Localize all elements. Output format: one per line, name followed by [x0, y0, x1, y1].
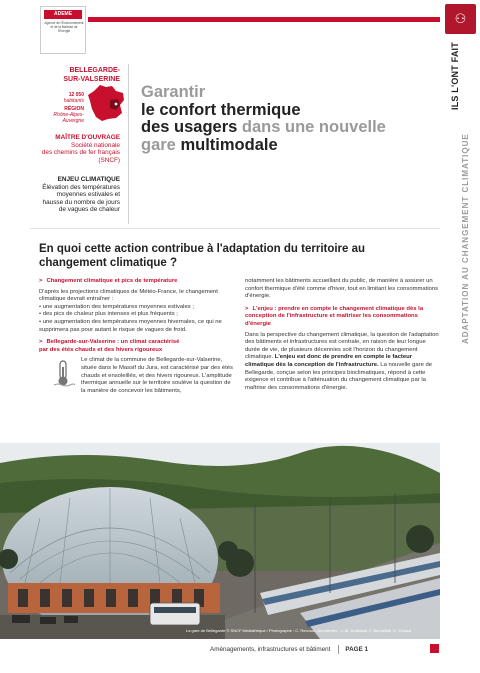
climate-heading: ENJEU CLIMATIQUE — [57, 176, 120, 183]
ademe-logo — [40, 6, 86, 54]
page-marker — [430, 644, 439, 653]
section-heading: > Bellegarde-sur-Valserine : un climat caractérisé par des étés chauds et des hivers rigoureux — [39, 339, 180, 353]
france-map-icon — [86, 83, 128, 123]
page-number: PAGE 1 — [345, 646, 369, 654]
right-column: notamment les bâtiments accueillant du public, de manière à assurer un confort thermique d'été comme d'hiver, tout en limitant les consommations d'énergie. > L'enjeu : prendre en compte le changement climatique dès la conception de l'infrastructure et maîtriser les consommations d'énergie Dans la perspective du changement climatique, la question de l'adaptation des bâtiments et infrastructures est centrale, en raison de leur longue durée de vie, de plusieurs décennies soit l'horizon du changement climatique. L'enjeu est donc de prendre en compte le facteur climatique dès la conception de l'infrastructure. La nouvelle gare de Bellegarde, conçue selon les principes bioclimatiques, répond à cette exigence et contribue à l'atténuation du changement climatique par la maîtrise des consommations d'énergie. — [245, 278, 439, 391]
footer-text: Aménagements, infrastructures et bâtiment — [210, 646, 331, 654]
logo-subtitle: Agence de l'Environnement et de la Maîtrise de l'Energie — [44, 21, 84, 33]
region-name: Rhône-Alpes-Auvergne — [53, 112, 84, 124]
climate-issue: ENJEU CLIMATIQUE Élévation des températures moyennes estivales et hausse du nombre de jours de vagues de chaleur — [30, 176, 120, 214]
page-footer — [210, 645, 430, 654]
paragraph: Dans la perspective du changement climatique, la question de l'adaptation des bâtiments et infrastructures est centrale, en raison de leur longue durée de vie, de plusieurs décennies soit l'horizon du changement climatique. L'enjeu est donc de prendre en compte le facteur climatique dès la conception de l'infrastructure. La nouvelle gare de Bellegarde, conçue selon les principes bioclimatiques, répond à cette exigence et contribue à l'atténuation du changement climatique par la maîtrise des consommations d'énergie. — [245, 331, 439, 391]
section-heading: > L'enjeu : prendre en compte le changement climatique dès la conception de l'infrastructure et maîtriser les consommations d'énergie — [245, 305, 424, 327]
divider — [128, 64, 129, 224]
side-tab-label: ILS L'ONT FAIT — [450, 42, 460, 110]
thermometer-icon — [53, 359, 75, 387]
people-icon: ⚇ — [445, 4, 476, 34]
left-column: > Changement climatique et pics de température D'après les projections climatiques de Météo-France, le changement climatique devrait entraîner : • une augmentation des températures moyennes estivales ; • des pics de chaleur plus intenses et plus fréquents ; • une augmentation des températures moyennes hivernales, ce qui ne supprimera pas pour autant le risque de vagues de froid. > Bellegarde-sur-Valserine : un climat caractérisé par des étés chauds et des hivers rigoureux Le climat de la commune de Bellegarde-sur-Valserine, située dans le Massif du Jura, est caractérisé par des étés chauds et ensoleillés, et des hivers rigoureux. L'amplitude thermique annuelle sur le territoire soulève la question de la manière de concevoir les bâtiments, — [39, 278, 233, 394]
section-side-label: ADAPTATION AU CHANGEMENT CLIMATIQUE — [461, 133, 470, 344]
logo-name: ADEME — [44, 10, 82, 19]
page-title: Garantir le confort thermique des usagers dans une nouvelle gare multimodale — [141, 83, 386, 154]
divider — [30, 228, 440, 229]
section-heading: > Changement climatique et pics de température — [39, 278, 178, 284]
project-owner: MAÎTRE D'OUVRAGE Société nationale des chemins de fer français (SNCF) — [30, 134, 120, 164]
owner-heading: MAÎTRE D'OUVRAGE — [55, 134, 120, 141]
section-question: En quoi cette action contribue à l'adaptation du territoire au changement climatique ? — [39, 243, 366, 269]
location-map — [52, 83, 132, 125]
population: 12 050 habitants RÉGION Rhône-Alpes-Auvergne — [53, 92, 84, 124]
location-name: BELLEGARDE- SUR-VALSERINE — [63, 67, 120, 83]
header-bar — [88, 17, 440, 22]
station-photo — [0, 443, 440, 639]
photo-caption: La gare de Bellegarde © SNCF Médiathèque / Photographe : C. Recoura. Architectes : J.-M. Duthilleul, F. Bonnefille, E. Tricaud — [186, 628, 412, 633]
side-tab — [441, 0, 480, 120]
